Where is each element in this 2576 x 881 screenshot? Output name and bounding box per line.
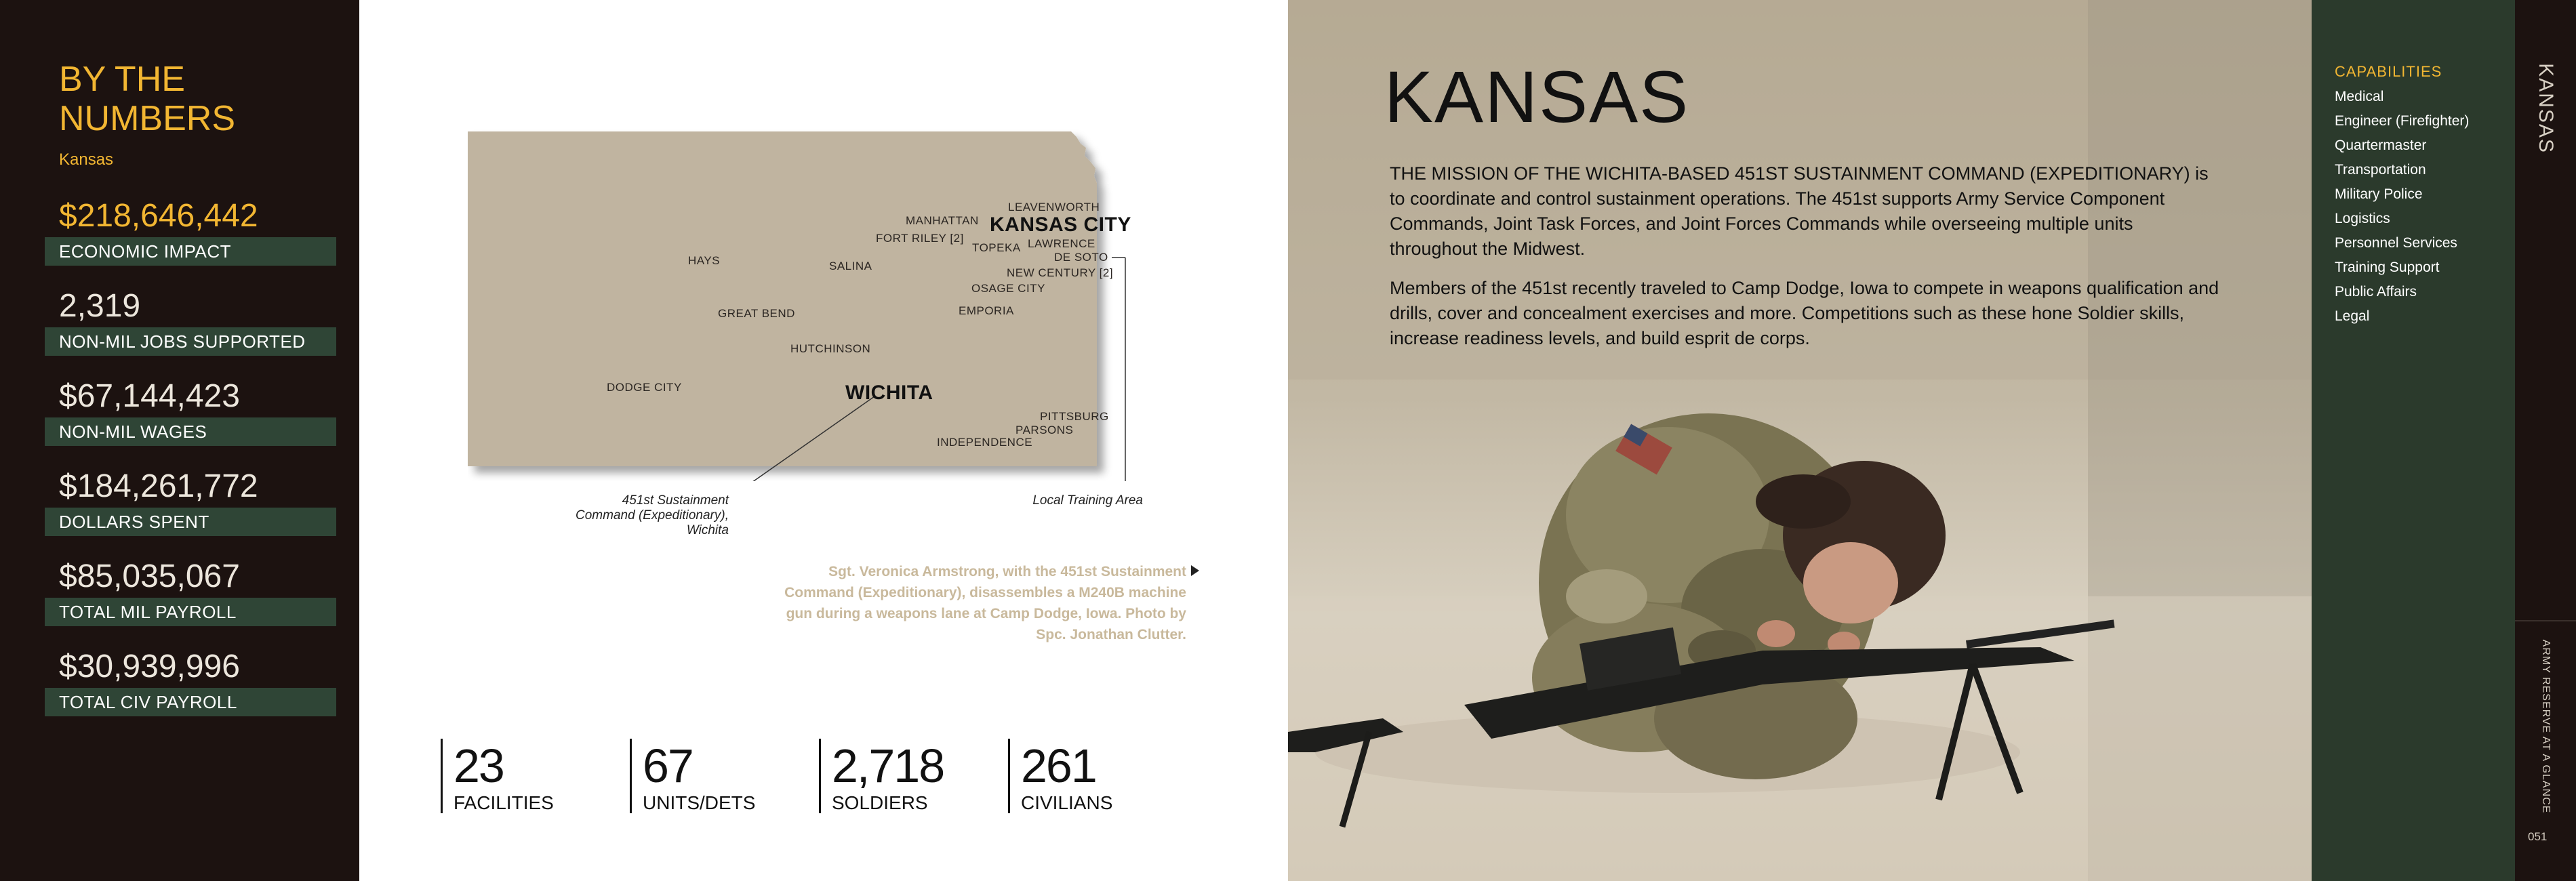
- fact-units: [630, 739, 813, 813]
- strip-divider: [2515, 620, 2576, 621]
- stat-label: DOLLARS SPENT: [45, 508, 336, 536]
- caption-arrow-icon: [1191, 565, 1199, 576]
- city-great-bend: GREAT BEND: [718, 307, 795, 320]
- article-paragraph-2: Members of the 451st recently traveled to Camp Dodge, Iowa to compete in weapons qualification and drills, cover and concealment exercises and more. Competitions such as these hone Soldier skills, increase readiness levels, and build esprit de corps.: [1390, 278, 2219, 348]
- stat-value: 2,319: [59, 288, 141, 324]
- capability-item: Transportation: [2335, 162, 2426, 178]
- stat-non-mil-jobs: [45, 287, 336, 356]
- city-lawrence: LAWRENCE: [1028, 237, 1095, 250]
- stat-economic-impact: [45, 197, 336, 266]
- stat-label: TOTAL MIL PAYROLL: [45, 598, 336, 626]
- fact-value: 261: [1021, 739, 1096, 792]
- stat-label: NON-MIL JOBS SUPPORTED: [45, 327, 336, 356]
- fact-label: CIVILIANS: [1021, 792, 1113, 813]
- capability-item: Military Police: [2335, 186, 2423, 202]
- city-manhattan: MANHATTAN: [906, 214, 979, 227]
- city-salina: SALINA: [829, 260, 872, 272]
- photo-caption: Sgt. Veronica Armstrong, with the 451st Sustainment Command (Expeditionary), disassembles a M240B machine gun during a weapons lane at Camp Dodge, Iowa. Photo by Spc. Jonathan Clutter.: [784, 564, 1186, 642]
- city-wichita: WICHITA: [845, 382, 933, 404]
- stat-value: $30,939,996: [59, 649, 240, 684]
- city-osage-city: OSAGE CITY: [971, 282, 1045, 295]
- note-line: 451st Sustainment: [622, 493, 729, 508]
- capability-item: Engineer (Firefighter): [2335, 113, 2470, 129]
- stat-label: ECONOMIC IMPACT: [45, 237, 336, 266]
- city-leavenworth: LEAVENWORTH: [1008, 201, 1100, 213]
- city-fort-riley: FORT RILEY [2]: [876, 232, 964, 245]
- panel-title: BY THE NUMBERS: [59, 60, 236, 138]
- fact-label: SOLDIERS: [832, 792, 928, 813]
- city-emporia: EMPORIA: [959, 304, 1014, 317]
- article-heading: KANSAS: [1384, 56, 1690, 138]
- training-area-note: Local Training Area: [1032, 493, 1143, 508]
- article-paragraph-1: THE MISSION OF THE WICHITA-BASED 451ST SUSTAINMENT COMMAND (EXPEDITIONARY) is to coordinate and control sustainment operations. The 451st supports Army Service Component Commands, Joint Task Forces, and Joint Forces Commands while overseeing multiple units throughout the Midwest.: [1390, 163, 2209, 259]
- stat-value: $85,035,067: [59, 558, 240, 594]
- fact-value: 67: [643, 739, 693, 792]
- capabilities-heading: CAPABILITIES: [2335, 63, 2442, 80]
- city-parsons: PARSONS: [1015, 424, 1074, 436]
- capability-item: Legal: [2335, 308, 2370, 324]
- stat-total-civ-payroll: [45, 647, 336, 716]
- capability-item: Public Affairs: [2335, 284, 2417, 300]
- capability-item: Personnel Services: [2335, 235, 2457, 251]
- capability-item: Logistics: [2335, 211, 2390, 226]
- city-kansas-city: KANSAS CITY: [990, 213, 1131, 236]
- stat-label: NON-MIL WAGES: [45, 417, 336, 446]
- kansas-map: [468, 129, 1146, 537]
- stat-non-mil-wages: [45, 377, 336, 446]
- capabilities-panel: [2312, 0, 2515, 881]
- capability-item: Medical: [2335, 89, 2384, 104]
- page-number: 051: [2528, 830, 2548, 843]
- stat-value: $67,144,423: [59, 378, 240, 414]
- capability-item: Quartermaster: [2335, 138, 2427, 153]
- note-line: Wichita: [686, 523, 729, 537]
- fact-soldiers: [819, 739, 1002, 813]
- city-independence: INDEPENDENCE: [937, 436, 1033, 449]
- fact-civilians: [1008, 739, 1191, 813]
- note-line: Command (Expeditionary),: [576, 508, 729, 523]
- city-de-soto: DE SOTO: [1054, 251, 1108, 264]
- capability-item: Training Support: [2335, 260, 2440, 275]
- panel-subtitle: Kansas: [59, 150, 114, 169]
- fact-label: FACILITIES: [454, 792, 554, 813]
- city-pittsburg: PITTSBURG: [1040, 410, 1109, 423]
- city-dodge-city: DODGE CITY: [607, 381, 682, 394]
- city-hays: HAYS: [688, 254, 721, 267]
- city-new-century: NEW CENTURY [2]: [1007, 266, 1114, 279]
- fact-value: 23: [454, 739, 504, 792]
- fact-facilities: [441, 739, 624, 813]
- city-topeka: TOPEKA: [972, 241, 1021, 254]
- city-hutchinson: HUTCHINSON: [790, 342, 871, 355]
- stat-total-mil-payroll: [45, 557, 336, 626]
- stat-value: $184,261,772: [59, 468, 258, 504]
- strip-title: KANSAS: [2535, 63, 2557, 154]
- stat-value: $218,646,442: [59, 198, 258, 234]
- strip-subtitle: ARMY RESERVE AT A GLANCE: [2540, 639, 2552, 814]
- fact-label: UNITS/DETS: [643, 792, 756, 813]
- stat-label: TOTAL CIV PAYROLL: [45, 688, 336, 716]
- hq-location-note: [508, 493, 729, 538]
- stat-dollars-spent: [45, 467, 336, 536]
- fact-value: 2,718: [832, 739, 944, 792]
